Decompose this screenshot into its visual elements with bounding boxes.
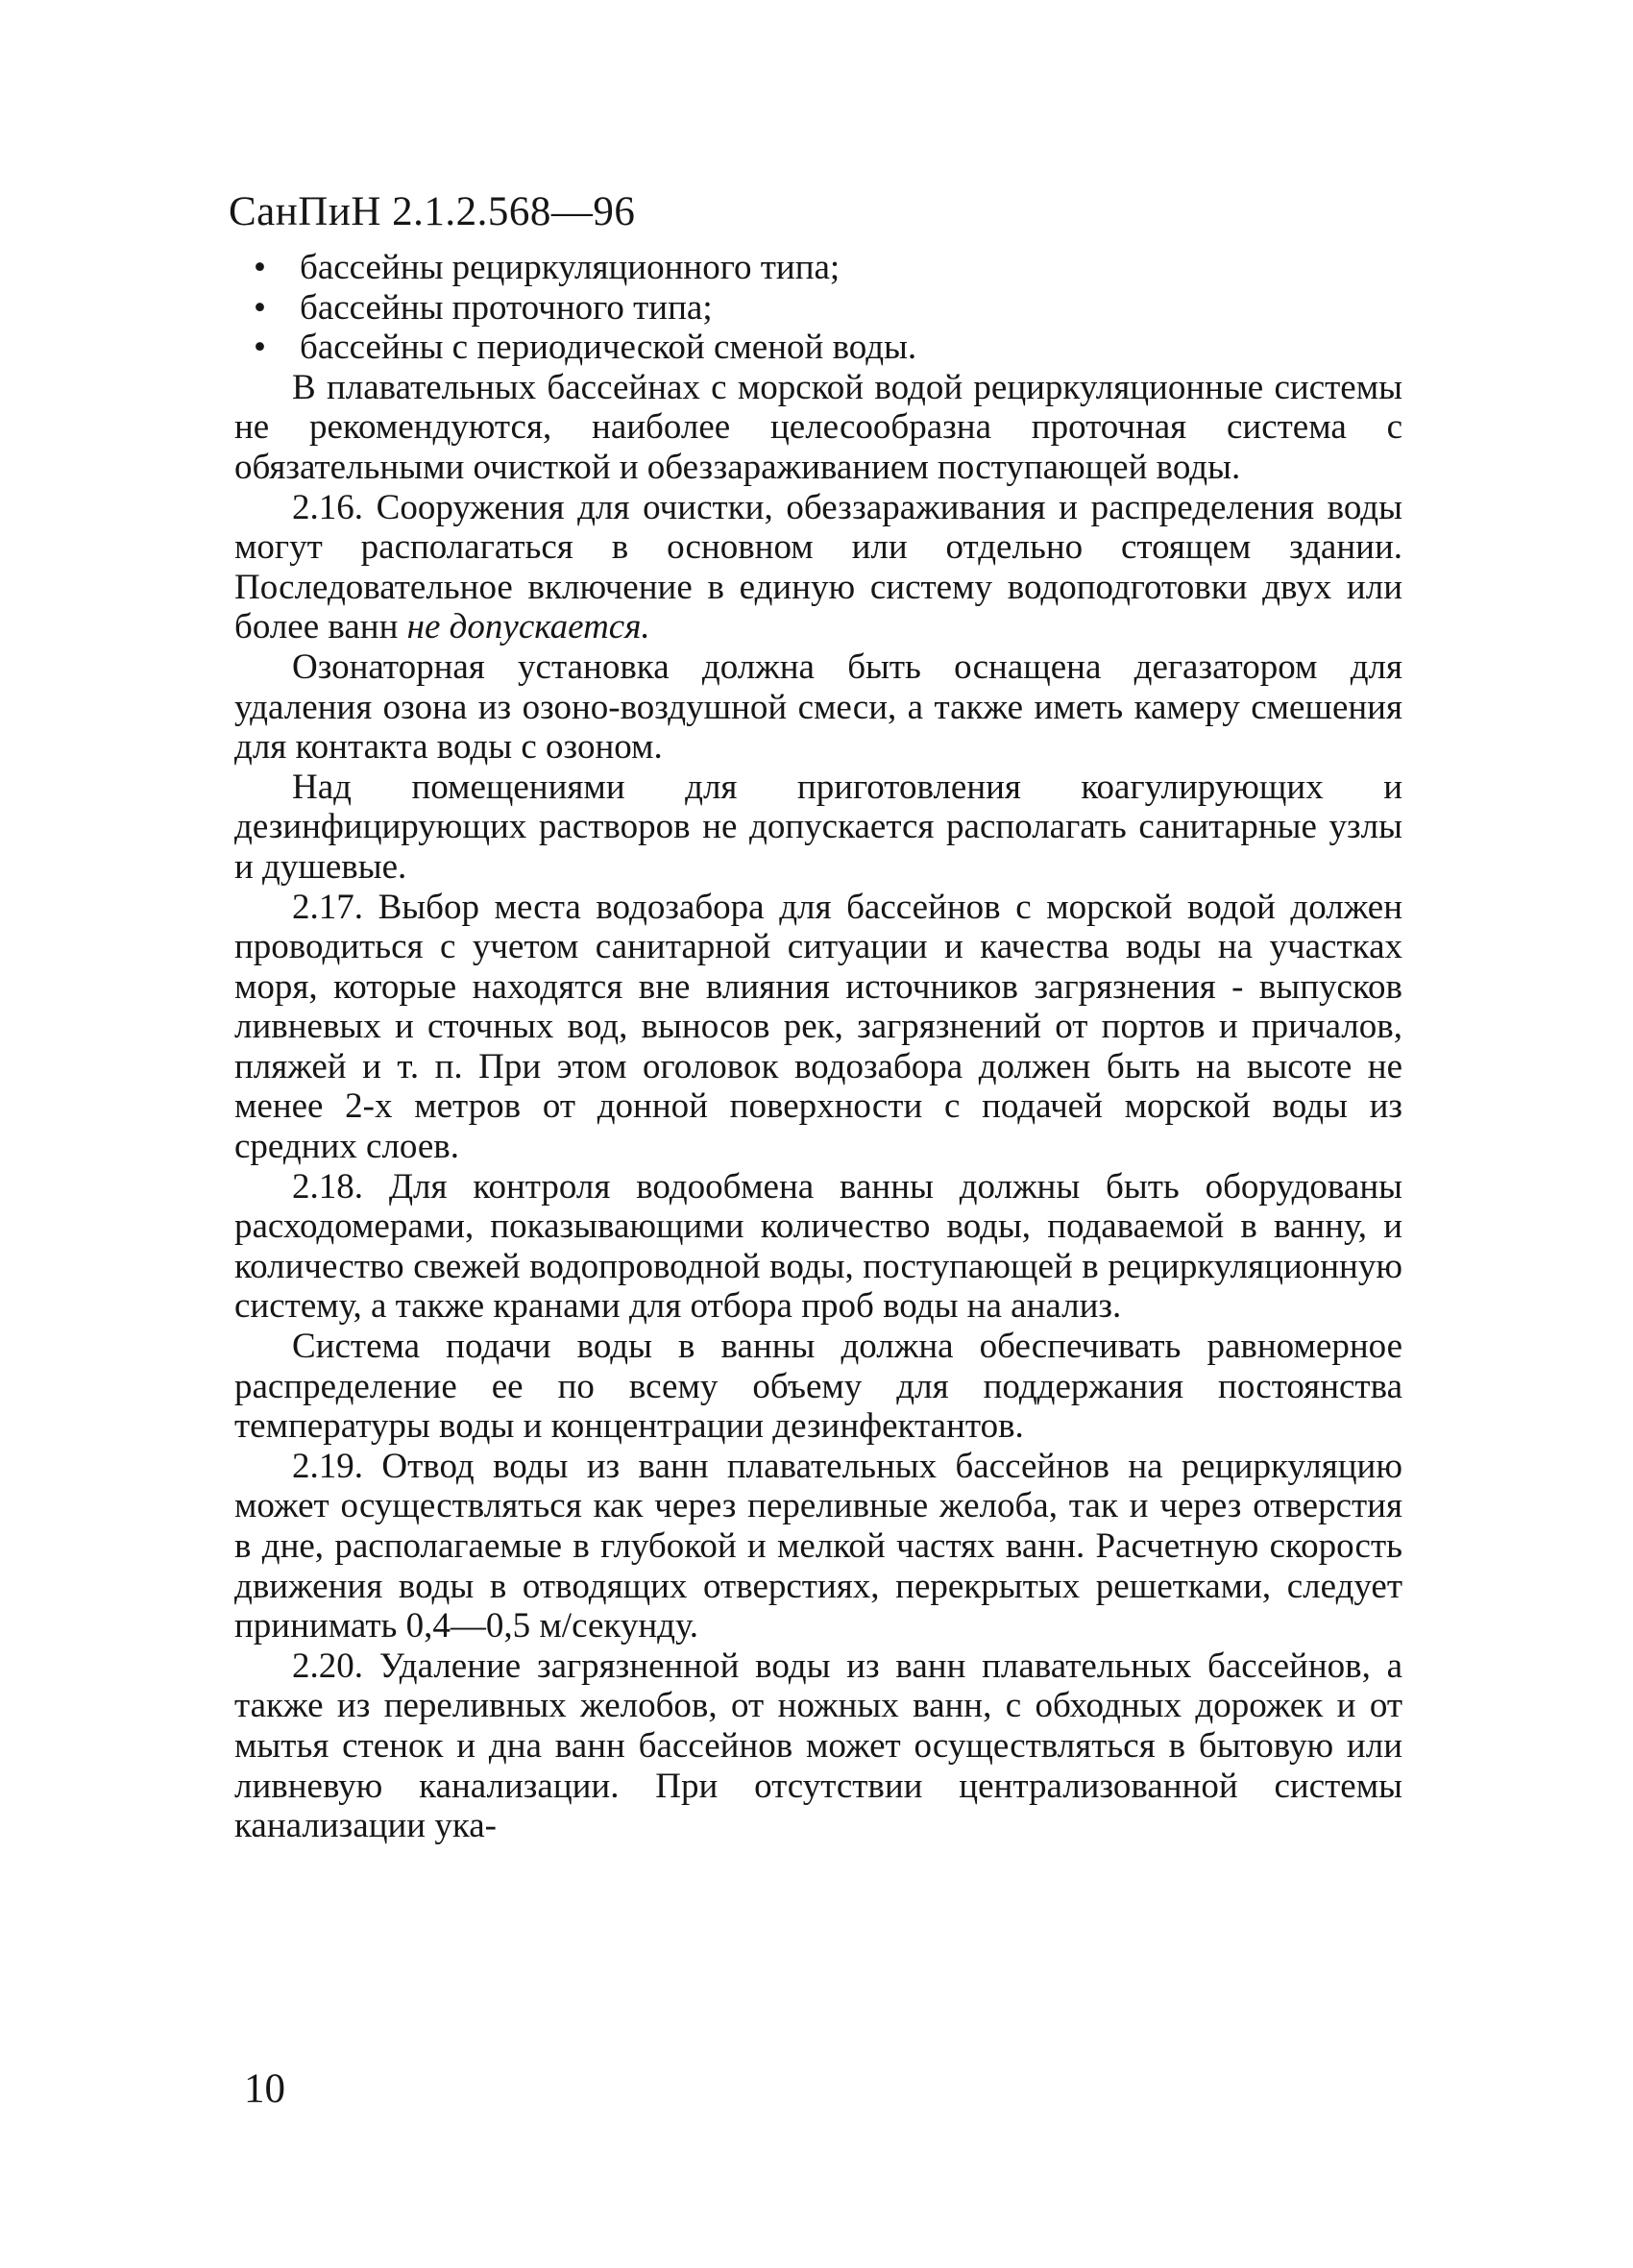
list-item-text: бассейны проточного типа; [300, 287, 713, 328]
paragraph-2-16 [234, 488, 1402, 647]
bullet-marker: • [254, 248, 266, 287]
paragraph-premises: Над помещениями для приготовления коагулирующих и дезинфицирующих растворов не допускается располагать санитарные узлы и душевые. [234, 767, 1402, 887]
list-item-text: бассейны с периодической сменой воды. [300, 328, 917, 368]
list-item [254, 328, 1402, 368]
pool-types-list [234, 248, 1402, 368]
paragraph-2-19: 2.19. Отвод воды из ванн плавательных бассейнов на рециркуляцию может осуществляться как через переливные желоба, так и через отверстия в дне, располагаемые в глубокой и мелкой частях ванн. Расчетную скорость движения воды в отводящих отверстиях, перекрытых решетками, следует принимать 0,4—0,5 м/секунду. [234, 1446, 1402, 1646]
page-number: 10 [244, 2066, 285, 2111]
running-header: СанПиН 2.1.2.568—96 [229, 189, 636, 234]
paragraph-ozonator: Озонаторная установка должна быть оснащена дегазатором для удаления озона из озоно-воздушной смеси, а также иметь камеру смешения для контакта воды с озоном. [234, 646, 1402, 768]
bullet-marker: • [254, 328, 266, 368]
paragraph-2-18: 2.18. Для контроля водообмена ванны должны быть оборудованы расходомерами, показывающими количество воды, подаваемой в ванну, и количество свежей водопроводной воды, поступающей в рециркуляционную систему, а также кранами для отбора проб воды на анализ. [234, 1166, 1402, 1327]
body-text [234, 248, 1402, 1846]
list-item [254, 288, 1402, 329]
paragraph-2-17: 2.17. Выбор места водозабора для бассейнов с морской водой должен проводиться с учетом санитарной ситуации и качества воды на участках моря, которые находятся вне влияния источников загрязнения - выпусков ливневых и сточных вод, выносов рек, загрязнений от портов и причалов, пляжей и т. п. При этом оголовок водозабора должен быть на высоте не менее 2-х метров от донной поверхности с подачей морской воды из средних слоев. [234, 887, 1402, 1167]
paragraph-2-20: 2.20. Удаление загрязненной воды из ванн плавательных бассейнов, а также из переливных желобов, от ножных ванн, с обходных дорожек и от мытья стенок и дна ванн бассейнов может осуществляться в бытовую или ливневую канализации. При отсутствии централизованной системы канализации ука- [234, 1646, 1402, 1846]
paragraph-2-16-emphasis: не допускается. [406, 607, 650, 647]
paragraph-sea-water: В плавательных бассейнах с морской водой рециркуляционные системы не рекомендуются, наиболее целесообразна проточная система с обязательными очисткой и обеззараживанием поступающей воды. [234, 367, 1402, 487]
bullet-marker: • [254, 287, 266, 328]
paragraph-water-supply-system: Система подачи воды в ванны должна обеспечивать равномерное распределение ее по всему объему для поддержания постоянства температуры воды и концентрации дезинфектантов. [234, 1327, 1402, 1447]
list-item [254, 248, 1402, 288]
list-item-text: бассейны рециркуляционного типа; [300, 248, 841, 287]
paragraph-2-16-text: 2.16. Сооружения для очистки, обеззараживания и распределения воды могут располагаться в основном или отдельно стоящем здании. Последовательное включение в единую систему водоподготовки двух или более ванн [234, 487, 1402, 647]
